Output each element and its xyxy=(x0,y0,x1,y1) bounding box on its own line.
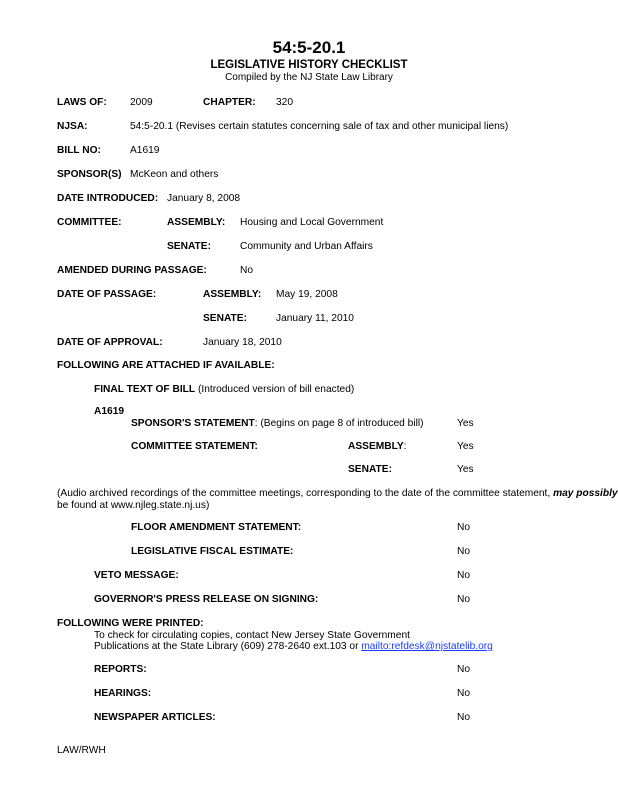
njsa-label: NJSA: xyxy=(57,121,88,132)
committee-assembly-label: ASSEMBLY: xyxy=(167,217,226,228)
sponsor-statement-label: SPONSOR'S STATEMENT xyxy=(131,418,255,429)
committee-label: COMMITTEE: xyxy=(57,217,122,228)
committee-statement-assembly-value: Yes xyxy=(457,441,474,452)
audio-note-text: (Audio archived recordings of the committee meetings, corresponding to the date of the committee statement, xyxy=(57,488,554,499)
sponsors-value: McKeon and others xyxy=(130,169,219,180)
committee-statement-senate-label: SENATE: xyxy=(348,464,392,475)
sponsor-statement-row xyxy=(131,418,424,430)
committee-statement-assembly-colon: : xyxy=(403,441,407,452)
laws-of-label: LAWS OF: xyxy=(57,97,107,108)
statute-number: 54:5-20.1 xyxy=(272,38,346,57)
amended-label: AMENDED DURING PASSAGE: xyxy=(57,265,207,276)
audio-note-emphasis: may possibly xyxy=(553,488,618,499)
sponsor-statement-note: : (Begins on page 8 of introduced bill) xyxy=(254,418,424,429)
passage-assembly-value: May 19, 2008 xyxy=(276,289,338,300)
printed-note-line1: To check for circulating copies, contact New Jersey State Government xyxy=(94,630,410,641)
chapter-value: 320 xyxy=(276,97,293,108)
footer-initials: LAW/RWH xyxy=(57,745,106,756)
hearings-value: No xyxy=(457,688,471,699)
passage-senate-value: January 11, 2010 xyxy=(276,313,354,324)
committee-assembly-value: Housing and Local Government xyxy=(240,217,384,228)
fiscal-estimate-label: LEGISLATIVE FISCAL ESTIMATE: xyxy=(131,546,294,557)
passage-senate-label: SENATE: xyxy=(203,313,247,324)
floor-amendment-value: No xyxy=(457,522,471,533)
hearings-label: HEARINGS: xyxy=(94,688,152,699)
compiled-by: Compiled by the NJ State Law Library xyxy=(225,72,393,83)
date-introduced-value: January 8, 2008 xyxy=(167,193,241,204)
email-link[interactable]: mailto:refdesk@njstatelib.org xyxy=(361,641,493,652)
printed-heading: FOLLOWING WERE PRINTED: xyxy=(57,618,204,629)
document-title: LEGISLATIVE HISTORY CHECKLIST xyxy=(210,59,408,71)
committee-statement-senate-value: Yes xyxy=(457,464,474,475)
floor-amendment-label: FLOOR AMENDMENT STATEMENT: xyxy=(131,522,302,533)
final-text-row xyxy=(94,384,354,396)
printed-note-line2 xyxy=(94,641,493,653)
attached-heading: FOLLOWING ARE ATTACHED IF AVAILABLE: xyxy=(57,360,275,371)
passage-assembly-label: ASSEMBLY: xyxy=(203,289,262,300)
final-text-label: FINAL TEXT OF BILL xyxy=(94,384,196,395)
newspaper-articles-value: No xyxy=(457,712,471,723)
date-of-passage-label: DATE OF PASSAGE: xyxy=(57,289,157,300)
sponsor-statement-value: Yes xyxy=(457,418,474,429)
audio-note-line1 xyxy=(57,488,618,500)
bill-no-label: BILL NO: xyxy=(57,145,101,156)
press-release-value: No xyxy=(457,594,471,605)
press-release-label: GOVERNOR'S PRESS RELEASE ON SIGNING: xyxy=(94,594,319,605)
date-of-approval-value: January 18, 2010 xyxy=(203,337,282,348)
committee-statement-assembly-label: ASSEMBLY xyxy=(348,441,404,452)
fiscal-estimate-value: No xyxy=(457,546,471,557)
reports-label: REPORTS: xyxy=(94,664,147,675)
njsa-value: 54:5-20.1 (Revises certain statutes concerning sale of tax and other municipal liens) xyxy=(130,121,509,132)
veto-message-value: No xyxy=(457,570,471,581)
newspaper-articles-label: NEWSPAPER ARTICLES: xyxy=(94,712,216,723)
sponsors-label: SPONSOR(S) xyxy=(57,169,122,180)
chapter-label: CHAPTER: xyxy=(203,97,256,108)
committee-statement-assembly xyxy=(348,441,407,453)
laws-of-value: 2009 xyxy=(130,97,153,108)
amended-value: No xyxy=(240,265,254,276)
committee-senate-value: Community and Urban Affairs xyxy=(240,241,373,252)
committee-senate-label: SENATE: xyxy=(167,241,211,252)
final-text-note: (Introduced version of bill enacted) xyxy=(197,384,355,395)
committee-statement-label: COMMITTEE STATEMENT: xyxy=(131,441,258,452)
audio-note-line2: be found at www.njleg.state.nj.us) xyxy=(57,500,210,511)
bill-no-value: A1619 xyxy=(130,145,160,156)
date-of-approval-label: DATE OF APPROVAL: xyxy=(57,337,163,348)
veto-message-label: VETO MESSAGE: xyxy=(94,570,179,581)
bill-reference: A1619 xyxy=(94,406,125,417)
reports-value: No xyxy=(457,664,471,675)
printed-note-text: Publications at the State Library (609) 278-2640 ext.103 or xyxy=(94,641,362,652)
date-introduced-label: DATE INTRODUCED: xyxy=(57,193,159,204)
